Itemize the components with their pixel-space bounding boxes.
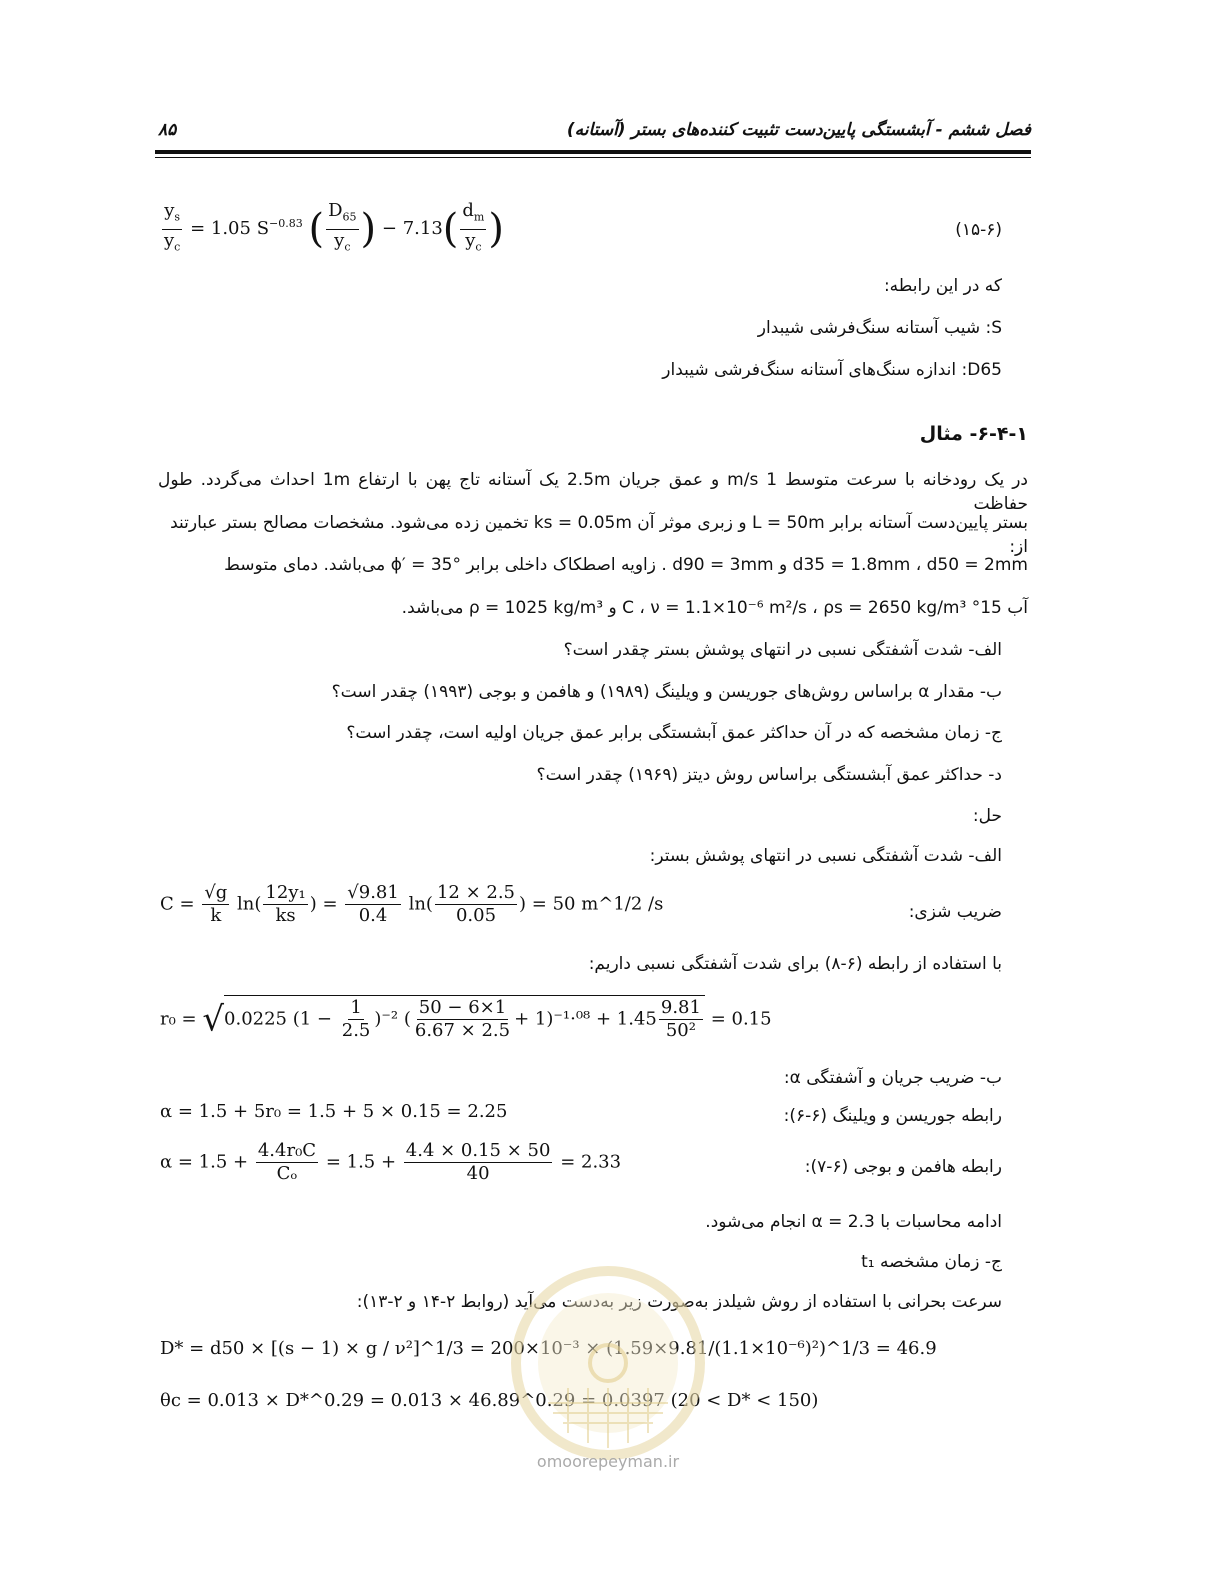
r0-intro: با استفاده از رابطه (۶-۸) برای شدت آشفتگی نسبی داریم: (588, 954, 1002, 974)
watermark-seal-icon (508, 1263, 708, 1463)
theta-equation: θc = 0.013 × D*^0.29 = 0.013 × 46.89^0.29 = 0.0397 (20 < D* < 150) (160, 1390, 819, 1411)
question-c: ج- زمان مشخصه که در آن حداکثر عمق آبشستگی برابر عمق جریان اولیه است، چقدر است؟ (346, 723, 1002, 743)
solution-b-title: ب- ضریب جریان و آشفتگی α: (783, 1068, 1002, 1088)
chezy-equation: C = $\frac{√g}{k}$ ln( $\frac{\text{12y₁}}{ks}$ ) = $\frac{√9.81}{0.4}$ ln( $\frac{12 \times 2.5}{0.05}$ ) = 50 m^1/2 /s (160, 882, 664, 926)
header-rule-thin (155, 157, 1031, 158)
hb-equation: α = 1.5 + $\frac{\text{4.4r₀C}}{\text{Cₒ}}$ = 1.5 + $\frac{4.4 \times 0.15 \times 50}{40}$ = 2.33 (160, 1140, 622, 1184)
chapter-title: فصل ششم - آبشستگی پایین‌دست تثبیت کننده‌های بستر (آستانه) (566, 120, 1031, 140)
problem-line-2: بستر پایین‌دست آستانه برابر L = 50m و زبری موثر آن ks = 0.05m تخمین زده می‌شود. مشخصات مصالح بستر عبارتند از: (170, 513, 1028, 557)
solution-a-title: الف- شدت آشفتگی نسبی در انتهای پوشش بستر: (649, 846, 1002, 866)
dstar-equation: D* = d50 × [(s − 1) × g / ν²]^1/3 = 200×10⁻³ × (1.59×9.81/(1.1×10⁻⁶)²)^1/3 = 46.9 (160, 1338, 937, 1359)
hb-label: رابطه هافمن و بوجی (۶-۷): (804, 1157, 1002, 1177)
equation-6-15: $\frac{y_s}{y_c}$ = 1.05 $S^{-0.83}$ ( $\frac{D_{65}}{y_c}$ ) − 7.13( $\frac{d_m}{y_c}$ ) (160, 200, 504, 258)
question-b: ب- مقدار α براساس روش‌های جوریسن و ویلینگ (۱۹۸۹) و هافمن و بوجی (۱۹۹۳) چقدر است؟ (331, 682, 1002, 702)
r0-equation: r₀ = √0.0225 (1 − $\frac{1}{2.5}$ )⁻² ( $\frac{50 - 6\times 1}{6.67 \times 2.5}$ + 1)⁻¹·⁰⁸ + 1.45 $\frac{9.81}{\text{50²}}$ = 0.15 (160, 997, 772, 1041)
solution-label: حل: (972, 806, 1002, 826)
problem-line-1: در یک رودخانه با سرعت متوسط 1 m/s و عمق جریان 2.5m یک آستانه تاج پهن با ارتفاع 1m احداث می‌گردد. طول حفاظت (158, 470, 1029, 514)
watermark-site: omoorepeyman.ir (536, 1452, 680, 1471)
page-number: ۸۵ (158, 120, 177, 140)
shields-intro: سرعت بحرانی با استفاده از روش شیلدز به‌صورت زیر به‌دست می‌آید (روابط ۲-۱۴ و ۲-۱۳): (356, 1292, 1002, 1312)
jw-label: رابطه جوریسن و ویلینگ (۶-۶): (783, 1106, 1002, 1126)
problem-line-4: آب 15° C ، ν = 1.1×10⁻⁶ m²/s ، ρs = 2650 kg/m³ و ρ = 1025 kg/m³ می‌باشد. (401, 598, 1028, 618)
equation-label-6-15: (۱۵-۶) (955, 220, 1002, 240)
question-d: د- حداکثر عمق آبشستگی براساس روش دیتز (۱۹۶۹) چقدر است؟ (536, 765, 1002, 785)
chezy-label: ضریب شزی: (908, 902, 1002, 922)
problem-line-3: d35 = 1.8mm ، d50 = 2mm و d90 = 3mm . زاویه اصطکاک داخلی برابر ϕ′ = 35° می‌باشد. دمای متوسط (224, 555, 1028, 575)
defs-intro: که در این رابطه: (883, 276, 1002, 296)
question-a: الف- شدت آشفتگی نسبی در انتهای پوشش بستر چقدر است؟ (563, 640, 1002, 660)
def-S: S: شیب آستانه سنگ‌فرشی شیبدار (757, 318, 1002, 338)
continue-note: ادامه محاسبات با α = 2.3 انجام می‌شود. (705, 1212, 1002, 1232)
header-rule-thick (155, 150, 1031, 154)
def-D65: D65: اندازه سنگ‌های آستانه سنگ‌فرشی شیبدار (662, 360, 1002, 380)
solution-c-title: ج- زمان مشخصه t₁ (861, 1252, 1002, 1272)
jw-equation: α = 1.5 + 5r₀ = 1.5 + 5 × 0.15 = 2.25 (160, 1101, 508, 1122)
section-heading: ۶-۴-۱- مثال (919, 423, 1028, 445)
eq15-lhs-fraction: $\frac{y_s}{y_c}$ (164, 200, 181, 254)
